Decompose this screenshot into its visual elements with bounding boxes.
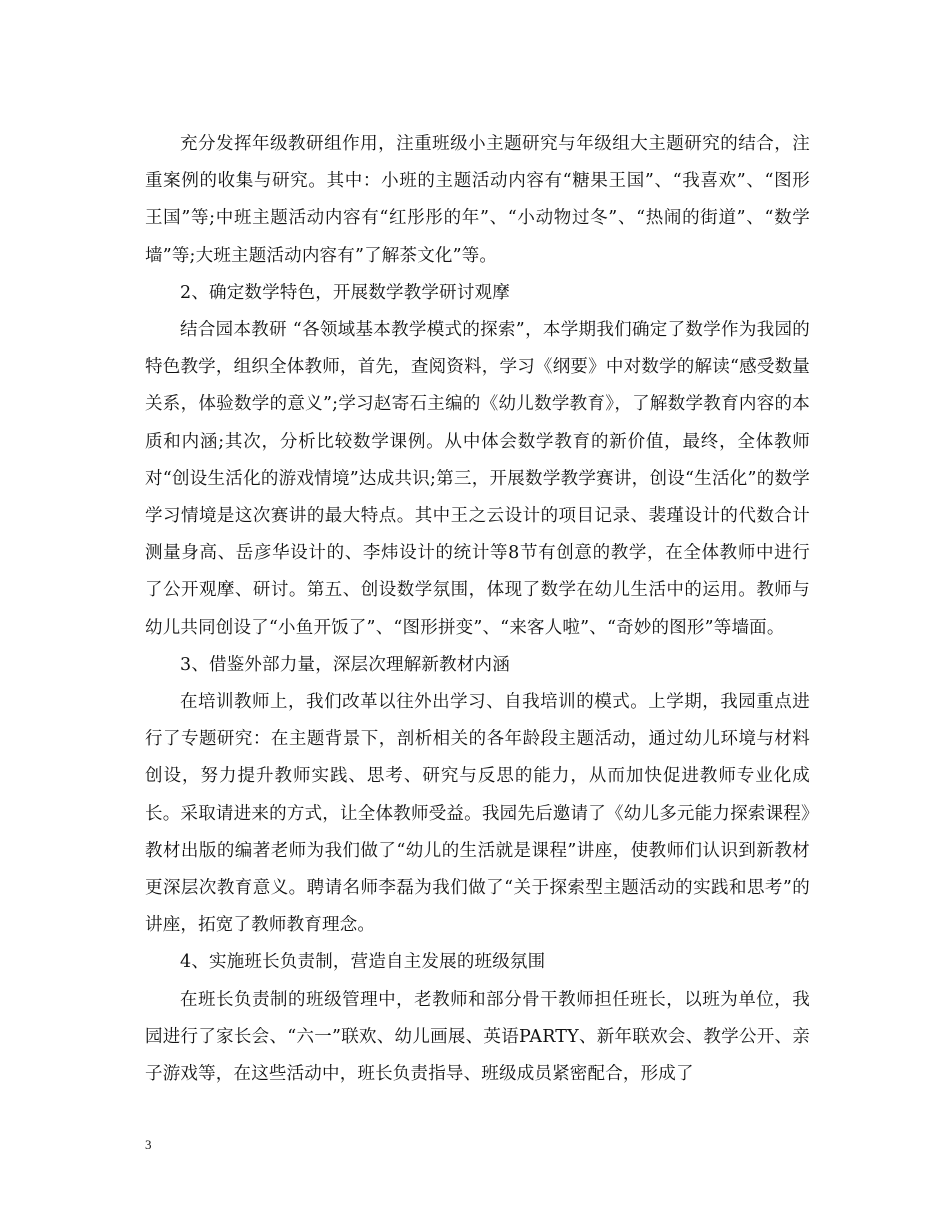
document-body [145, 126, 810, 1093]
body-paragraph: 在培训教师上，我们改革以往外出学习、自我培训的模式。上学期，我园重点进行了专题研究：在主题背景下，剖析相关的各年龄段主题活动，通过幼儿环境与材料创设，努力提升教师实践、思考、研究与反思的能力，从而加快促进教师专业化成长。采取请进来的方式，让全体教师受益。我园先后邀请了《幼儿多元能力探索课程》教材出版的编著老师为我们做了“幼儿的生活就是课程”讲座，使教师们认识到新教材更深层次教育意义。聘请名师李磊为我们做了“关于探索型主题活动的实践和思考”的讲座，拓宽了教师教育理念。 [145, 692, 810, 936]
body-paragraph: 在班长负责制的班级管理中，老教师和部分骨干教师担任班长，以班为单位，我园进行了家长会、“六一”联欢、幼儿画展、英语PARTY、新年联欢会、教学公开、亲子游戏等，在这些活动中，班长负责指导、班级成员紧密配合，形成了 [145, 989, 810, 1085]
section-heading-3: 3、借鉴外部力量，深层次理解新教材内涵 [180, 654, 510, 675]
section-heading-2: 2、确定数学特色，开展数学教学研讨观摩 [180, 282, 510, 303]
section-heading-4: 4、实施班长负责制，营造自主发展的班级氛围 [180, 952, 546, 973]
body-paragraph: 充分发挥年级教研组作用，注重班级小主题研究与年级组大主题研究的结合，注重案例的收集与研究。其中：小班的主题活动内容有“糖果王国”、“我喜欢”、“图形王国”等;中班主题活动内容有“红彤彤的年”、“小动物过冬”、“热闹的街道”、“数学墙”等;大班主题活动内容有”了解茶文化”等。 [145, 134, 810, 266]
page-number: 3 [145, 1137, 152, 1152]
body-paragraph: 结合园本教研 “各领域基本教学模式的探索”，本学期我们确定了数学作为我园的特色教学，组织全体教师，首先，查阅资料，学习《纲要》中对数学的解读“感受数量关系，体验数学的意义”;学习赵寄石主编的《幼儿数学教育》，了解数学教育内容的本质和内涵;其次，分析比较数学课例。从中体会数学教育的新价值，最终，全体教师对“创设生活化的游戏情境”达成共识;第三，开展数学教学赛讲，创设“生活化”的数学学习情境是这次赛讲的最大特点。其中王之云设计的项目记录、裴瑾设计的代数合计测量身高、岳彦华设计的、李炜设计的统计等8节有创意的教学，在全体教师中进行了公开观摩、研讨。第五、创设数学氛围，体现了数学在幼儿生活中的运用。教师与幼儿共同创设了“小鱼开饭了”、“图形拼变”、“来客人啦”、“奇妙的图形”等墙面。 [145, 320, 810, 638]
